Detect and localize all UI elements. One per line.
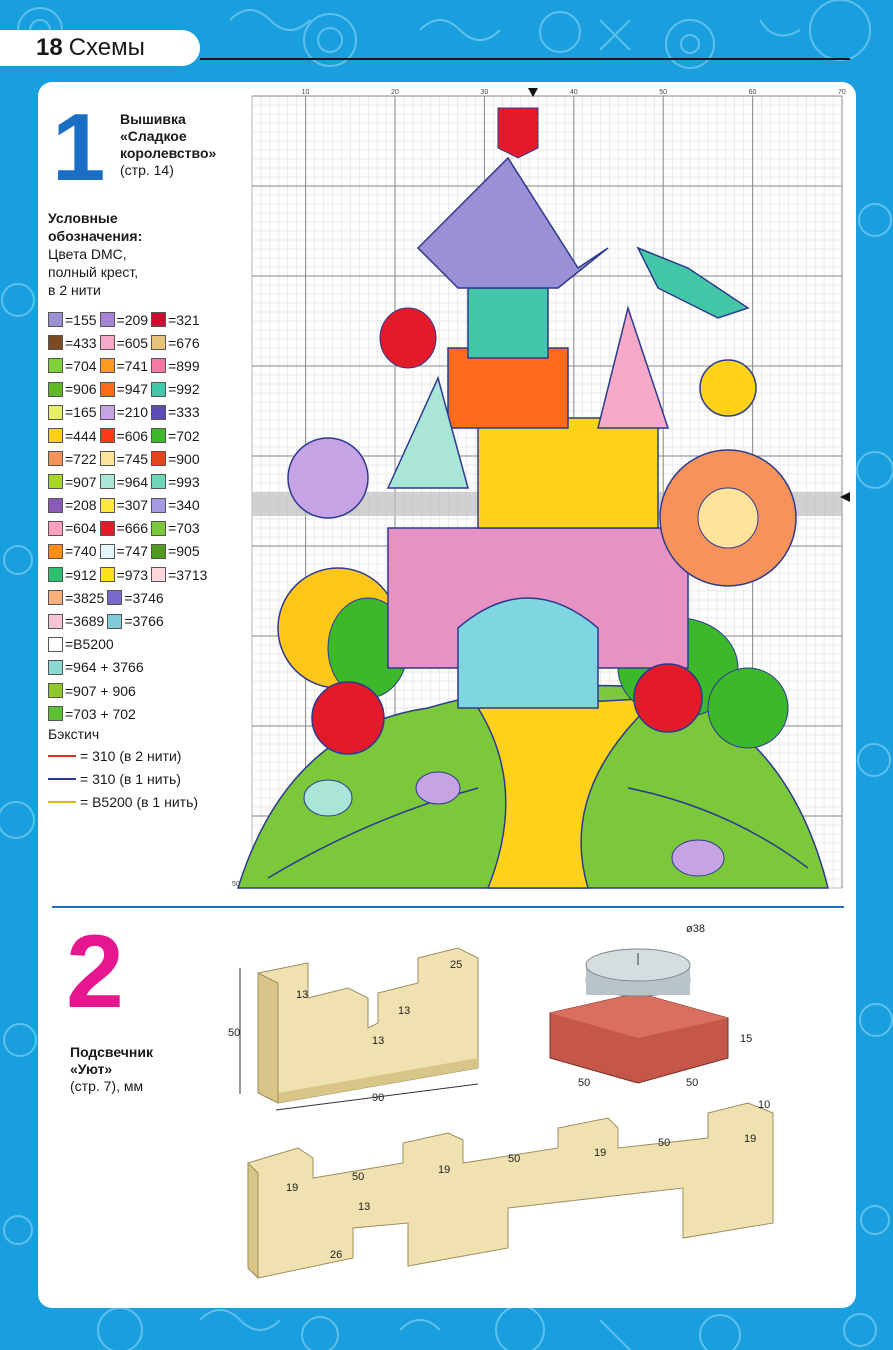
color-swatch-icon [48,614,63,629]
grid-axis-label: 70 [838,89,846,96]
color-code: =973 [116,566,149,583]
color-swatch-icon [100,498,115,513]
color-swatch-icon [151,498,166,513]
color-swatch-icon [151,567,166,582]
color-code: =605 [116,334,149,351]
color-swatch-icon [48,567,63,582]
stitch-line-icon [48,778,76,780]
dim-long-8: 19 [744,1133,757,1145]
color-code: =3825 [65,589,105,606]
color-code: =604 [65,520,97,537]
color-swatch-icon [100,451,115,466]
dim-candle-width: 50 [686,1077,699,1089]
color-swatch-icon [48,637,63,652]
long-wall-piece [248,1103,773,1278]
color-code: =3689 [65,613,105,630]
dim-long-6: 19 [594,1147,607,1159]
candleholder-title [70,1044,153,1095]
backstitch-title: Бэкстич [48,726,100,742]
header-rule [200,58,850,60]
grid-axis-label: 30 [480,89,489,96]
grid-axis-label: 40 [569,89,578,96]
color-code: =333 [168,404,200,421]
legend-note-2: полный крест, [48,264,139,280]
color-swatch-icon [151,428,166,443]
color-swatch-icon [100,358,115,373]
color-code: =3766 [124,613,164,630]
color-code: =3746 [124,589,164,606]
cross-stitch-chart [228,88,850,896]
color-swatch-icon [100,405,115,420]
color-swatch-icon [151,312,166,327]
color-code: =993 [168,473,200,490]
color-code: =703 + 702 [65,705,136,722]
title-line-1: Вышивка [120,111,186,127]
color-code: =912 [65,566,97,583]
color-swatch-icon [48,451,63,466]
color-swatch-icon [100,544,115,559]
candle-base [550,949,728,1083]
grid-axis-label: 10 [301,89,310,96]
legend-heading-line-1: Условные [48,210,118,226]
page-header [0,30,200,66]
backstitch-row [48,748,181,764]
color-code: =703 [168,520,200,537]
color-code: =900 [168,450,200,467]
color-swatch-icon [151,335,166,350]
color-swatch-icon [151,544,166,559]
color-swatch-icon [48,590,63,605]
dim-long-7: 50 [658,1137,671,1149]
dim-candle-depth: 50 [578,1077,591,1089]
color-code: =666 [116,520,149,537]
color-code: =964 [116,473,149,490]
color-swatch-icon [48,405,63,420]
color-swatch-icon [48,521,63,536]
color-swatch-icon [151,474,166,489]
color-code: =906 [65,381,97,398]
color-swatch-icon [48,335,63,350]
color-code: =433 [65,334,97,351]
color-code: =307 [116,497,149,514]
backstitch-label: = 310 (в 2 нити) [80,748,182,764]
section-number-1: 1 [52,94,106,201]
color-code: =741 [116,357,149,374]
color-code: =947 [116,381,149,398]
dim-long-3: 50 [352,1171,365,1183]
color-code: =321 [168,311,200,328]
color-swatch-icon [100,474,115,489]
color-code: =702 [168,427,200,444]
stitch-line-icon [48,755,76,757]
short-wall-piece [240,948,478,1110]
section-divider [52,906,844,908]
color-swatch-icon [48,474,63,489]
dim-long-9: 13 [358,1201,371,1213]
grid-axis-label: 20 [391,89,399,96]
dim-long-10: 26 [330,1249,343,1261]
dim-top-4: 13 [372,1035,385,1047]
color-code: =165 [65,404,97,421]
backstitch-row [48,771,181,787]
legend-heading-line-2: обозначения: [48,228,143,244]
color-swatch-icon [48,382,63,397]
color-code: =704 [65,357,97,374]
color-swatch-icon [151,451,166,466]
grid-axis-label: 60 [748,89,757,96]
dim-long-5: 50 [508,1153,521,1165]
color-swatch-icon [100,521,115,536]
color-code: =745 [116,450,149,467]
color-code: =340 [168,497,200,514]
color-swatch-icon [107,614,122,629]
color-code: =208 [65,497,97,514]
color-code: =155 [65,311,97,328]
backstitch-row [48,794,198,810]
dim-top-5: 50 [228,1027,241,1039]
color-swatch-icon [48,660,63,675]
color-swatch-icon [48,683,63,698]
color-swatch-icon [100,335,115,350]
color-swatch-icon [48,428,63,443]
color-code: =722 [65,450,97,467]
stitch-line-icon [48,801,76,803]
color-code: =676 [168,334,200,351]
s2-page-reference: (стр. 7), мм [70,1078,144,1094]
side-axis-label: 50 [232,881,240,888]
color-code: =209 [116,311,149,328]
dim-top-6: 90 [372,1092,385,1104]
color-swatch-icon [48,544,63,559]
color-swatch-icon [151,521,166,536]
color-swatch-icon [100,428,115,443]
color-code: =444 [65,427,97,444]
section-title: Схемы [68,34,145,61]
color-code: =747 [116,543,149,560]
dim-diameter: ø38 [686,923,705,935]
dim-top-3: 25 [450,959,463,971]
dim-candle-height: 15 [740,1033,753,1045]
page-reference: (стр. 14) [120,162,174,178]
dim-long-2: 19 [286,1182,299,1194]
color-code: =992 [168,381,200,398]
color-swatch-icon [100,567,115,582]
grid-axis-label: 50 [659,89,668,96]
color-swatch-icon [100,312,115,327]
color-code: =606 [116,427,149,444]
legend-note-3: в 2 нити [48,282,101,298]
color-code: =3713 [168,566,208,583]
color-code: =210 [116,404,149,421]
color-code: =964 + 3766 [65,659,144,676]
title-line-2: «Сладкое [120,128,187,144]
color-code: =907 [65,473,97,490]
dim-top-1: 13 [296,989,309,1001]
color-swatch-icon [48,312,63,327]
dim-long-4: 19 [438,1164,451,1176]
color-code: =907 + 906 [65,682,136,699]
color-code: =905 [168,543,200,560]
color-swatch-icon [48,498,63,513]
color-swatch-icon [151,382,166,397]
section-number-2: 2 [66,914,124,1030]
color-swatch-icon [151,358,166,373]
color-swatch-icon [100,382,115,397]
dim-long-1: 10 [758,1099,771,1111]
legend-heading [48,209,258,299]
backstitch-label: = B5200 (в 1 нить) [80,794,199,810]
backstitch-label: = 310 (в 1 нить) [80,771,181,787]
s2-title-line-2: «Уют» [70,1061,113,1077]
title-line-3: королевство» [120,145,217,161]
color-swatch-icon [48,706,63,721]
candleholder-drawings [228,918,850,1298]
color-code: =740 [65,543,97,560]
s2-title-line-1: Подсвечник [70,1044,153,1060]
color-swatch-icon [48,358,63,373]
dim-top-2: 13 [398,1005,411,1017]
color-swatch-icon [151,405,166,420]
color-code: =B5200 [65,636,114,653]
legend-note-1: Цвета DMC, [48,246,127,262]
color-swatch-icon [107,590,122,605]
color-code: =899 [168,357,200,374]
page-number: 18 [36,34,63,61]
